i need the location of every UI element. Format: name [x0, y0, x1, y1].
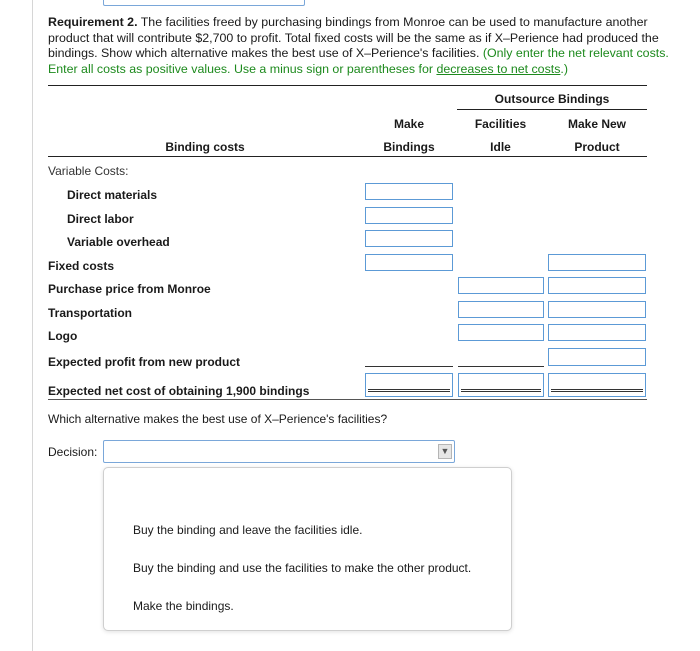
requirement-text	[48, 15, 690, 77]
row-purchase-price: Purchase price from Monroe	[48, 282, 211, 296]
fixed-costs-new-product-input[interactable]	[548, 254, 646, 271]
purchase-price-idle-input[interactable]	[458, 277, 544, 294]
binding-costs-header: Binding costs	[165, 140, 245, 154]
decision-dropdown[interactable]	[103, 440, 455, 463]
new-product-double-underline	[551, 389, 643, 392]
variable-overhead-make-input[interactable]	[365, 230, 453, 247]
new-product-header-line1: Make New	[567, 117, 627, 131]
table-top-rule	[48, 85, 647, 86]
idle-double-underline	[461, 389, 541, 392]
net-cost-make-input[interactable]	[365, 373, 453, 397]
header-bottom-rule	[48, 156, 647, 157]
row-expected-net-cost: Expected net cost of obtaining 1,900 bindings	[48, 384, 310, 398]
row-fixed-costs: Fixed costs	[48, 259, 115, 273]
group-header-rule	[457, 109, 647, 110]
transportation-idle-input[interactable]	[458, 301, 544, 318]
instruction-link[interactable]: decreases to net costs	[436, 61, 561, 76]
decision-option-buy-new-product[interactable]: Buy the binding and use the facilities to make the other product.	[133, 561, 472, 575]
direct-labor-make-input[interactable]	[365, 207, 453, 224]
purchase-price-new-product-input[interactable]	[548, 277, 646, 294]
decision-options-menu	[103, 467, 512, 631]
row-transportation: Transportation	[48, 306, 133, 320]
page-left-border	[32, 0, 33, 651]
chevron-down-icon[interactable]: ▼	[438, 444, 452, 459]
outsource-bindings-header: Outsource Bindings	[494, 92, 610, 106]
transportation-new-product-input[interactable]	[548, 301, 646, 318]
expected-profit-new-product-input[interactable]	[548, 348, 646, 366]
idle-subtotal-line	[458, 366, 544, 367]
decision-option-make[interactable]: Make the bindings.	[133, 599, 234, 613]
row-direct-labor: Direct labor	[67, 212, 134, 226]
make-header-line1: Make	[393, 117, 425, 131]
requirement-heading: Requirement 2.	[48, 15, 138, 29]
row-variable-overhead: Variable overhead	[67, 235, 170, 249]
make-double-underline	[368, 389, 450, 392]
direct-materials-make-input[interactable]	[365, 183, 453, 200]
make-header-line2: Bindings	[383, 140, 435, 154]
net-cost-new-product-input[interactable]	[548, 373, 646, 397]
previous-input-stub[interactable]	[103, 0, 305, 6]
row-logo: Logo	[48, 329, 78, 343]
make-subtotal-line	[365, 366, 453, 367]
logo-new-product-input[interactable]	[548, 324, 646, 341]
table-bottom-rule	[48, 399, 647, 400]
idle-header-line1: Facilities	[474, 117, 527, 131]
fixed-costs-make-input[interactable]	[365, 254, 453, 271]
idle-header-line2: Idle	[490, 140, 511, 154]
row-expected-profit: Expected profit from new product	[48, 355, 241, 369]
logo-idle-input[interactable]	[458, 324, 544, 341]
instruction-text: (Only enter the net relevant costs. Enter all costs as positive values. Use a minus sign or parentheses for decreases to net costs.)	[48, 46, 669, 76]
decision-question: Which alternative makes the best use of X–Perience's facilities?	[48, 412, 388, 426]
row-direct-materials: Direct materials	[67, 188, 158, 202]
net-cost-idle-input[interactable]	[458, 373, 544, 397]
requirement-body: The facilities freed by purchasing bindings from Monroe can be used to manufacture another product that will contribute $2,700 to profit. Total fixed costs will be the same as if X–Perience had produced the bindings. Show which alternative makes the best use of X–Perience's facilities.	[48, 15, 659, 61]
row-variable-costs: Variable Costs:	[48, 164, 129, 178]
decision-label: Decision:	[48, 445, 98, 459]
decision-option-buy-idle[interactable]: Buy the binding and leave the facilities idle.	[133, 523, 363, 537]
new-product-header-line2: Product	[574, 140, 620, 154]
